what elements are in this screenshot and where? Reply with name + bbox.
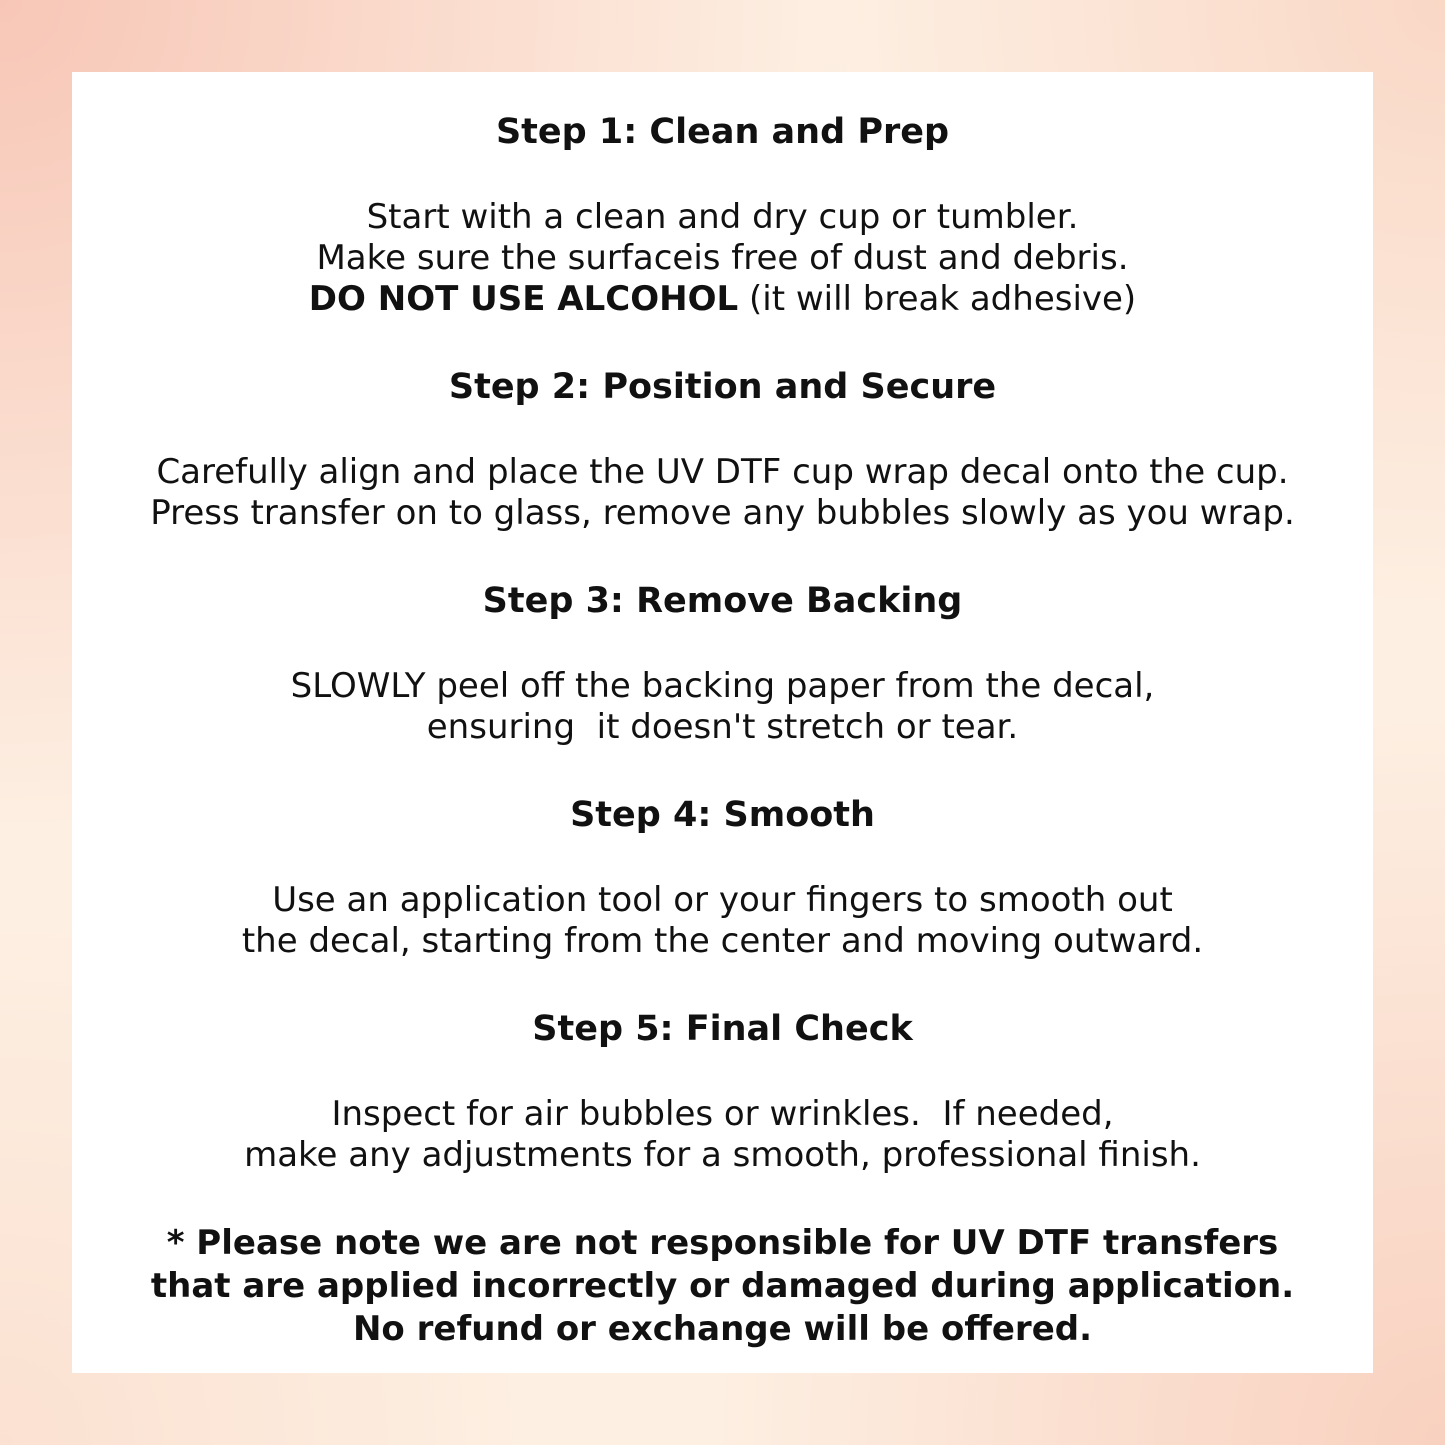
alcohol-warning-rest: (it will break adhesive) — [738, 279, 1137, 319]
disclaimer-note — [82, 1222, 1363, 1351]
step-4 — [82, 794, 1363, 962]
instruction-card — [72, 72, 1373, 1373]
step-4-body — [82, 880, 1363, 962]
step-4-line-1: Use an application tool or your fingers to smooth out — [272, 880, 1173, 920]
step-2-line-2: Press transfer on to glass, remove any bubbles slowly as you wrap. — [150, 493, 1295, 533]
step-4-heading: Step 4: Smooth — [570, 795, 875, 835]
step-1-heading: Step 1: Clean and Prep — [495, 112, 950, 152]
step-3 — [82, 580, 1363, 748]
step-5-body — [82, 1094, 1363, 1176]
step-5 — [82, 1008, 1363, 1176]
step-1 — [82, 111, 1363, 320]
step-2-line-1: Carefully align and place the UV DTF cup wrap decal onto the cup. — [156, 452, 1289, 492]
step-4-line-2: the decal, starting from the center and moving outward. — [241, 921, 1204, 961]
step-5-line-2: make any adjustments for a smooth, professional finish. — [244, 1135, 1201, 1175]
disclaimer-line-3: No refund or exchange will be offered. — [352, 1309, 1093, 1349]
step-2-body — [82, 452, 1363, 534]
step-1-line-1: Start with a clean and dry cup or tumbler. — [366, 197, 1079, 237]
step-1-line-2: Make sure the surfaceis free of dust and debris. — [316, 238, 1129, 278]
step-2 — [82, 366, 1363, 534]
step-5-heading: Step 5: Final Check — [532, 1009, 913, 1049]
step-3-heading: Step 3: Remove Backing — [482, 581, 963, 621]
step-3-line-2: ensuring it doesn't stretch or tear. — [426, 707, 1019, 747]
disclaimer-line-1: * Please note we are not responsible for UV DTF transfers — [166, 1223, 1279, 1263]
step-3-line-1: SLOWLY peel off the backing paper from the decal, — [290, 666, 1155, 706]
alcohol-warning-bold: DO NOT USE ALCOHOL — [308, 279, 739, 319]
step-3-body — [82, 666, 1363, 748]
step-1-line-3 — [82, 279, 1363, 320]
step-2-heading: Step 2: Position and Secure — [448, 367, 997, 407]
step-1-body — [82, 197, 1363, 320]
disclaimer-line-2: that are applied incorrectly or damaged during application. — [150, 1266, 1295, 1306]
step-5-line-1: Inspect for air bubbles or wrinkles. If needed, — [331, 1094, 1114, 1134]
